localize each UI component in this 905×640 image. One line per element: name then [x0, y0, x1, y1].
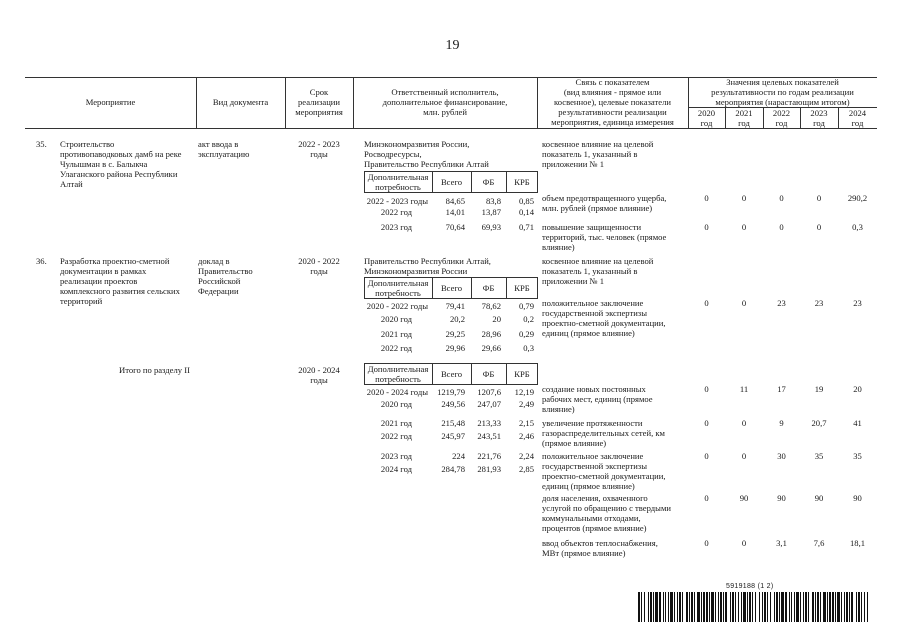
fin-label: 2023 год: [380, 222, 412, 232]
fin-label: 2020 год: [380, 314, 412, 324]
page-number: 19: [445, 38, 460, 53]
fin-label: 2022 год: [380, 343, 412, 353]
fin-label: 2022 год: [380, 207, 412, 217]
fin-label: 2022 год: [380, 431, 412, 441]
fin-label: 2020 - 2022 годы: [366, 301, 428, 311]
fin-label: 2020 - 2024 годы: [366, 387, 428, 397]
barcode-image: [638, 592, 868, 622]
fin-label: 2022 - 2023 годы: [366, 196, 428, 206]
header-doc-type: Вид документа: [212, 97, 269, 107]
year-2023: 2023: [810, 108, 828, 118]
header-measure: Мероприятие: [85, 97, 136, 107]
section-total-label: Итого по разделу II: [119, 365, 190, 375]
fin-label: 2023 год: [380, 451, 412, 461]
row-35-number: 35.: [36, 139, 47, 149]
year-2021: 2021: [735, 108, 753, 118]
fin-label: 2024 год: [380, 464, 412, 474]
year-2024: 2024: [848, 108, 867, 118]
year-2020: 2020: [697, 108, 716, 118]
row-36-number: 36.: [36, 256, 47, 266]
fin-label: 2021 год: [380, 329, 412, 339]
fin-label: 2020 год: [380, 399, 412, 409]
fin-label: 2021 год: [380, 418, 412, 428]
year-2022: 2022: [772, 108, 791, 118]
barcode-number: 5919188 (1 2): [726, 583, 774, 590]
header-years: 2020 год 2021 год 2022 год 2023 год 2024 год: [688, 108, 877, 128]
